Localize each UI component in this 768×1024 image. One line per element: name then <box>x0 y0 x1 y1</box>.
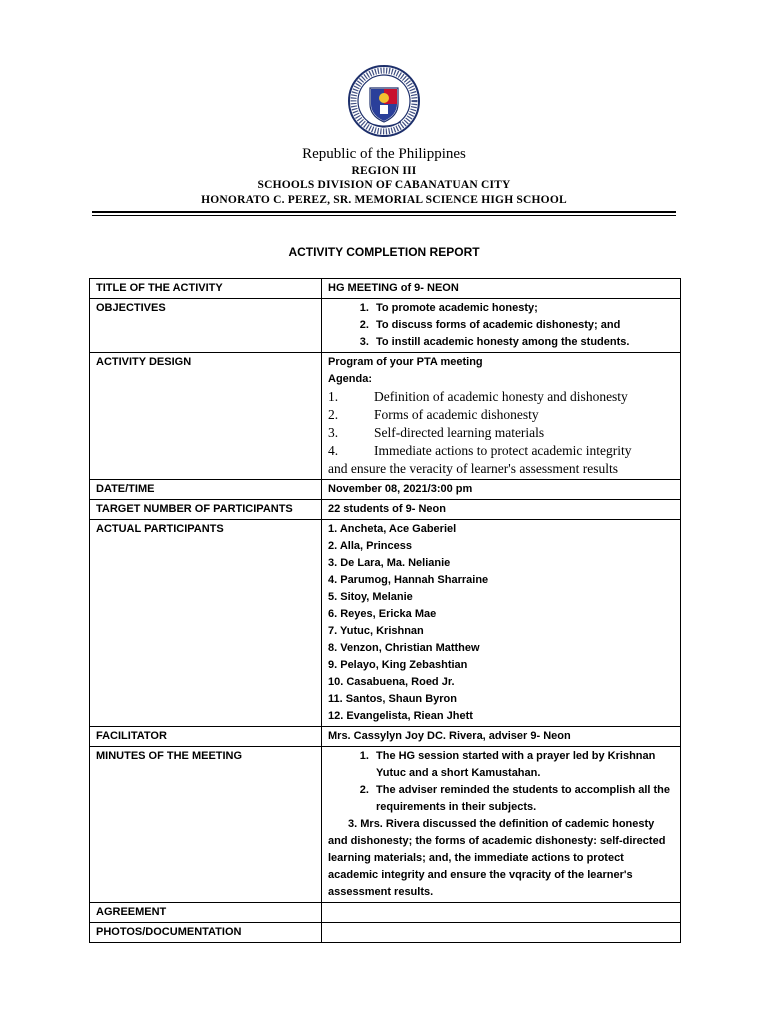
value-facilitator: Mrs. Cassylyn Joy DC. Rivera, adviser 9- Neon <box>322 727 681 747</box>
deped-seal <box>347 64 421 138</box>
row-agreement <box>90 903 681 923</box>
agenda-item <box>328 388 674 406</box>
row-photos <box>90 923 681 943</box>
agenda-continuation: and ensure the veracity of learner's assessment results <box>328 461 618 476</box>
agenda-num: 4. <box>328 443 339 458</box>
participant: 7. Yutuc, Krishnan <box>328 625 424 637</box>
minutes-item-3-num: 3. <box>348 818 358 830</box>
label-design: ACTIVITY DESIGN <box>90 353 322 480</box>
value-agreement <box>322 903 681 923</box>
participant: 9. Pelayo, King Zebashtian <box>328 659 468 671</box>
minutes-list <box>328 748 674 816</box>
row-objectives <box>90 299 681 353</box>
row-facilitator <box>90 727 681 747</box>
participant: 10. Casabuena, Roed Jr. <box>328 676 455 688</box>
objective-item: 3. To instill academic honesty among the students. <box>372 334 674 351</box>
agenda-text: Immediate actions to protect academic integrity <box>374 443 632 458</box>
participant: 1. Ancheta, Ace Gaberiel <box>328 523 457 535</box>
label-datetime: DATE/TIME <box>90 480 322 500</box>
minutes-item-3 <box>328 816 674 901</box>
agenda-text: Definition of academic honesty and dishonesty <box>374 389 628 404</box>
agenda-text: Forms of academic dishonesty <box>374 407 539 422</box>
header-divider <box>92 211 676 213</box>
value-title: HG MEETING of 9- NEON <box>322 279 681 299</box>
row-datetime <box>90 480 681 500</box>
participant: 3. De Lara, Ma. Nelianie <box>328 557 451 569</box>
value-design <box>322 353 681 480</box>
division-name: SCHOOLS DIVISION OF CABANATUAN CITY <box>257 179 511 191</box>
label-agreement: AGREEMENT <box>90 903 322 923</box>
label-actual: ACTUAL PARTICIPANTS <box>90 520 322 727</box>
value-minutes <box>322 747 681 903</box>
label-photos: PHOTOS/DOCUMENTATION <box>90 923 322 943</box>
agenda-item <box>328 424 674 442</box>
region-name: REGION III <box>351 165 417 177</box>
header-divider-thin <box>92 215 676 216</box>
value-photos <box>322 923 681 943</box>
label-facilitator: FACILITATOR <box>90 727 322 747</box>
country-name: Republic of the Philippines <box>302 146 466 162</box>
row-actual <box>90 520 681 727</box>
design-agenda-heading: Agenda: <box>328 373 372 385</box>
label-minutes: MINUTES OF THE MEETING <box>90 747 322 903</box>
objective-item: 1. To promote academic honesty; <box>372 300 674 317</box>
value-datetime: November 08, 2021/3:00 pm <box>322 480 681 500</box>
design-program: Program of your PTA meeting <box>328 356 483 368</box>
row-target <box>90 500 681 520</box>
row-title <box>90 279 681 299</box>
minutes-item-3-text: Mrs. Rivera discussed the definition of cademic honesty and dishonesty; the forms of academic dishonesty: self-directed learning materials; and, the immediate actions to protect academic integrity and ensure the vqracity of the learner's assessment results. <box>328 818 666 898</box>
school-name: HONORATO C. PEREZ, SR. MEMORIAL SCIENCE HIGH SCHOOL <box>201 194 567 206</box>
label-target: TARGET NUMBER OF PARTICIPANTS <box>90 500 322 520</box>
report-table <box>89 278 681 943</box>
value-objectives <box>322 299 681 353</box>
minutes-item: 1. The HG session started with a prayer led by Krishnan Yutuc and a short Kamustahan. <box>372 748 674 782</box>
agenda-num: 3. <box>328 425 339 440</box>
value-actual <box>322 520 681 727</box>
participant: 11. Santos, Shaun Byron <box>328 693 457 705</box>
value-target: 22 students of 9- Neon <box>322 500 681 520</box>
agenda-item <box>328 442 674 460</box>
report-title: ACTIVITY COMPLETION REPORT <box>288 245 480 259</box>
participant: 5. Sitoy, Melanie <box>328 591 413 603</box>
objectives-list <box>328 300 674 351</box>
objective-item: 2. To discuss forms of academic dishonesty; and <box>372 317 674 334</box>
participant: 8. Venzon, Christian Matthew <box>328 642 480 654</box>
participant: 6. Reyes, Ericka Mae <box>328 608 437 620</box>
participant: 2. Alla, Princess <box>328 540 412 552</box>
agenda-num: 1. <box>328 389 339 404</box>
agenda-num: 2. <box>328 407 339 422</box>
participant: 12. Evangelista, Riean Jhett <box>328 710 473 722</box>
agenda-item <box>328 406 674 424</box>
agenda-text: Self-directed learning materials <box>374 425 545 440</box>
minutes-item: 2. The adviser reminded the students to accomplish all the requirements in their subjects. <box>372 782 674 816</box>
row-design <box>90 353 681 480</box>
label-title: TITLE OF THE ACTIVITY <box>90 279 322 299</box>
label-objectives: OBJECTIVES <box>90 299 322 353</box>
row-minutes <box>90 747 681 903</box>
participant: 4. Parumog, Hannah Sharraine <box>328 574 489 586</box>
